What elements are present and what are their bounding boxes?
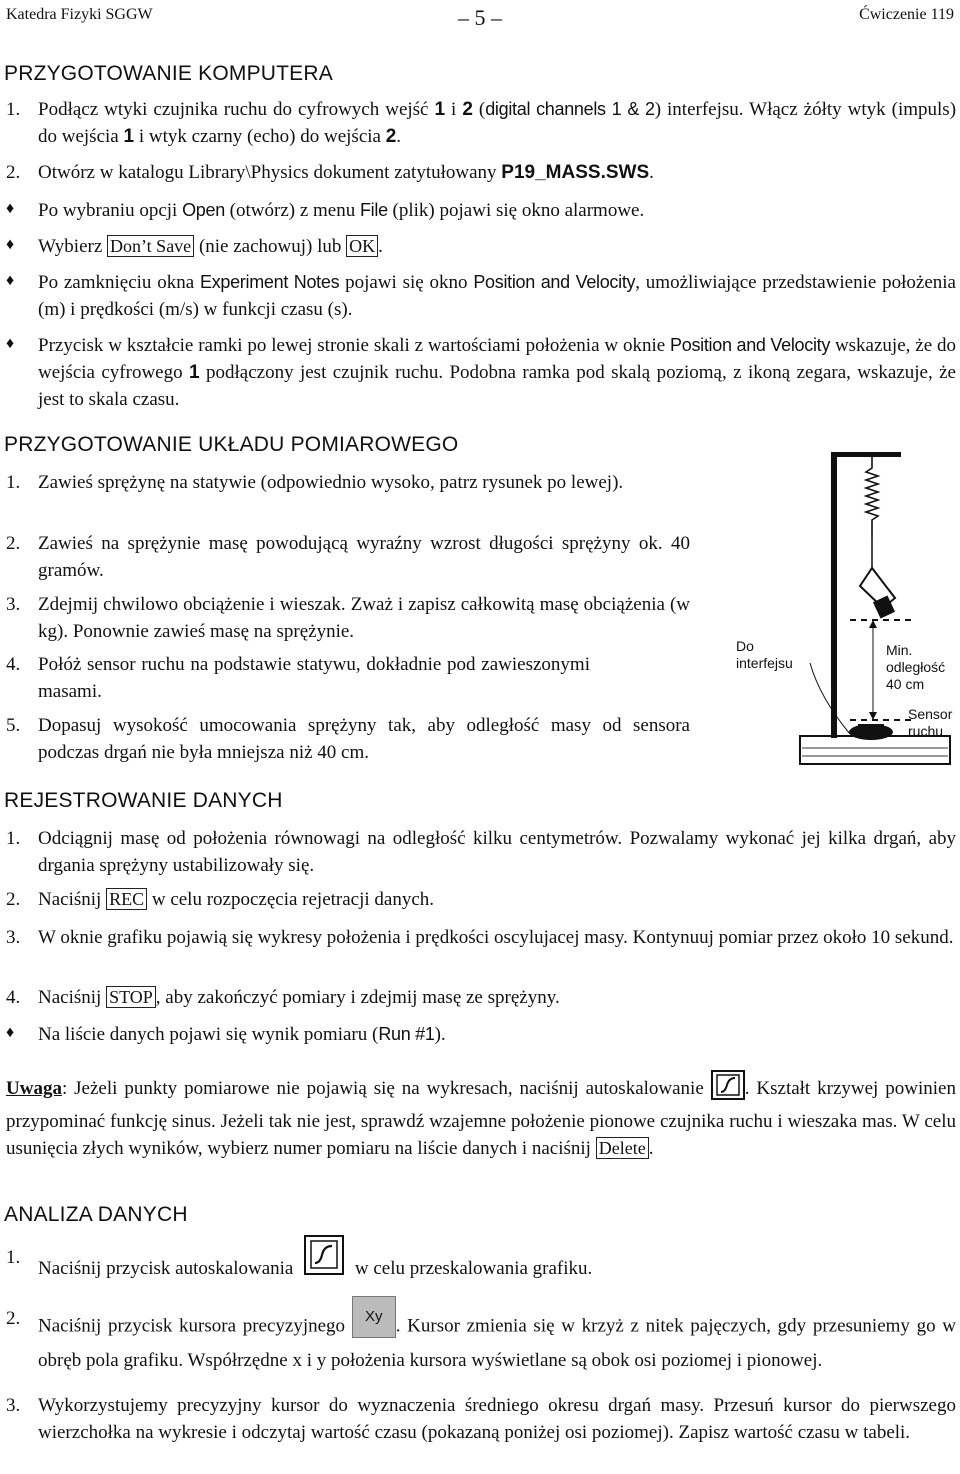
list-item: 1. Odciągnij masę od położenia równowagi na odległość kilku centymetrów. Pozwalamy wykonać jej kilka drgań, aby drgania sprężyny ustabilizowały się. [6, 828, 956, 876]
stand-pole [831, 452, 837, 738]
precision-cursor-icon: Xy [352, 1296, 396, 1338]
item-number: 1. [6, 828, 21, 849]
item-number: 5. [6, 715, 21, 736]
list-item: 2. Naciśnij REC w celu rozpoczęcia rejetracji danych. [4, 887, 956, 914]
item-number: 2. [6, 1308, 21, 1329]
list-item: 3. Zdejmij chwilowo obciążenie i wieszak. Zważ i zapisz całkowitą masę obciążenia (w kg). Ponownie zawieś masę na sprężynie. [6, 594, 690, 642]
delete-button-label: Delete [596, 1137, 649, 1159]
item-number: 4. [6, 987, 21, 1008]
header-exercise: Ćwiczenie 119 [859, 6, 954, 23]
stop-button-label: STOP [106, 986, 156, 1008]
list-item: 2. Zawieś na sprężynie masę powodującą wyraźny wzrost długości sprężyny ok. 40 gramów. [6, 533, 690, 581]
item-number: 3. [6, 1395, 21, 1416]
page-number: – 5 – [458, 5, 502, 30]
section-title-recording: REJESTROWANIE DANYCH [4, 789, 283, 812]
autoscale-icon [304, 1235, 344, 1284]
list-item: 3. W oknie grafiku pojawią się wykresy położenia i prędkości oscylujacej masy. Kontynuuj pomiar przez około 10 sekund. [4, 925, 956, 952]
list-item: 2. Naciśnij przycisk kursora precyzyjnego Xy . Kursor zmienia się w krzyż z nitek pajęczych, gdy przesuniemy go w obręb pola grafiku. Współrzędne x i y położenia kursora wyświetlane są obok osi poziomej i pionowej. [4, 1306, 956, 1375]
list-item: 4. Połóż sensor ruchu na podstawie statywu, dokładnie pod zawieszonymi masami. [6, 654, 590, 702]
diamond-bullet-icon: ♦ [6, 335, 15, 352]
list-item: 1. Zawieś sprężynę na statywie (odpowiednio wysoko, patrz rysunek po lewej). [4, 470, 690, 497]
list-item: 5. Dopasuj wysokość umocowania sprężyny tak, aby odległość masy od sensora podczas drgań nie była mniejsza niż 40 cm. [6, 715, 690, 763]
dont-save-button-label: Don’t Save [107, 235, 194, 257]
diamond-bullet-icon: ♦ [6, 236, 15, 253]
list-item: 1. Podłącz wtyki czujnika ruchu do cyfrowych wejść 1 i 2 (digital channels 1 & 2) interfejsu. Włącz żółty wtyk (impuls) do wejścia 1 i wtyk czarny (echo) do wejścia 2. [6, 99, 957, 147]
item-number: 1. [6, 99, 21, 120]
list-item: ♦ Po zamknięciu okna Experiment Notes pojawi się okno Position and Velocity, umożliwiające przedstawienie położenia (m) i prędkości (m/s) w funkcji czasu (s). [6, 272, 956, 320]
list-item: ♦ Przycisk w kształcie ramki po lewej stronie skali z wartościami położenia w oknie Position and Velocity wskazuje, że do wejścia cyfrowego 1 podłączony jest czujnik ruchu. Podobna ramka pod skalą poziomą, z ikoną zegara, wskazuje, że jest to skala czasu. [6, 335, 956, 410]
label-motion-sensor: Sensor ruchu [908, 706, 953, 739]
page-header [6, 4, 954, 30]
list-item: 2. Otwórz w katalogu Library\Physics dokument zatytułowany P19_MASS.SWS. [4, 160, 956, 187]
item-number: 3. [6, 927, 21, 948]
spring [866, 457, 878, 538]
sensor-cable [810, 663, 850, 734]
diamond-bullet-icon: ♦ [6, 1024, 15, 1041]
note-label: Uwaga [6, 1077, 62, 1099]
list-item: ♦ Wybierz Don’t Save (nie zachowuj) lub OK . [6, 236, 383, 257]
list-item: 4. Naciśnij STOP , aby zakończyć pomiary i zdejmij masę ze sprężyny. [4, 985, 956, 1012]
list-item: 1. Naciśnij przycisk autoskalowania w celu przeskalowania grafiku. [4, 1245, 956, 1294]
item-number: 2. [6, 162, 21, 183]
diamond-bullet-icon: ♦ [6, 272, 15, 289]
ok-button-label: OK [346, 235, 378, 257]
apparatus-figure [700, 448, 960, 778]
item-number: 4. [6, 654, 21, 675]
item-number: 1. [6, 472, 21, 493]
rec-button-label: REC [106, 888, 147, 910]
section-title-setup: PRZYGOTOWANIE UKŁADU POMIAROWEGO [4, 433, 459, 456]
list-item: ♦ Po wybraniu opcji Open (otwórz) z menu File (plik) pojawi się okno alarmowe. [6, 200, 645, 221]
note-paragraph: Uwaga: Jeżeli punkty pomiarowe nie pojawią się na wykresach, naciśnij autoskalowanie . Kształt krzywej powinien przypominać funkcję sinus. Jeżeli tak nie jest, sprawdź wzajemne położenie pionowe czujnika ruchu i wieszaka mas. W celu usunięcia złych wyników, wybierz numer pomiaru na liście danych i naciśnij Delete . [6, 1070, 956, 1163]
label-min-distance: Min. odległość 40 cm [886, 642, 946, 692]
item-number: 3. [6, 594, 21, 615]
label-to-interface: Do interfejsu [736, 638, 793, 671]
header-department: Katedra Fizyki SGGW [6, 6, 153, 23]
list-item: 3. Wykorzystujemy precyzyjny kursor do wyznaczenia średniego okresu drgań masy. Przesuń kursor do pierwszego wierzchołka na wykresie i odczytaj wartość czasu (pokazaną poniżej osi poziomej). Zapisz wartość czasu w tabeli. [6, 1395, 956, 1443]
item-number: 2. [6, 533, 21, 554]
section-title-computer-setup: PRZYGOTOWANIE KOMPUTERA [4, 62, 333, 85]
item-number: 1. [6, 1247, 21, 1268]
item-number: 2. [6, 889, 21, 910]
stand-arm [831, 452, 901, 457]
section-title-analysis: ANALIZA DANYCH [4, 1203, 188, 1226]
diamond-bullet-icon: ♦ [6, 200, 15, 217]
stand-base [800, 736, 950, 764]
list-item: ♦ Na liście danych pojawi się wynik pomiaru (Run #1). [6, 1024, 446, 1045]
autoscale-icon [711, 1070, 745, 1109]
